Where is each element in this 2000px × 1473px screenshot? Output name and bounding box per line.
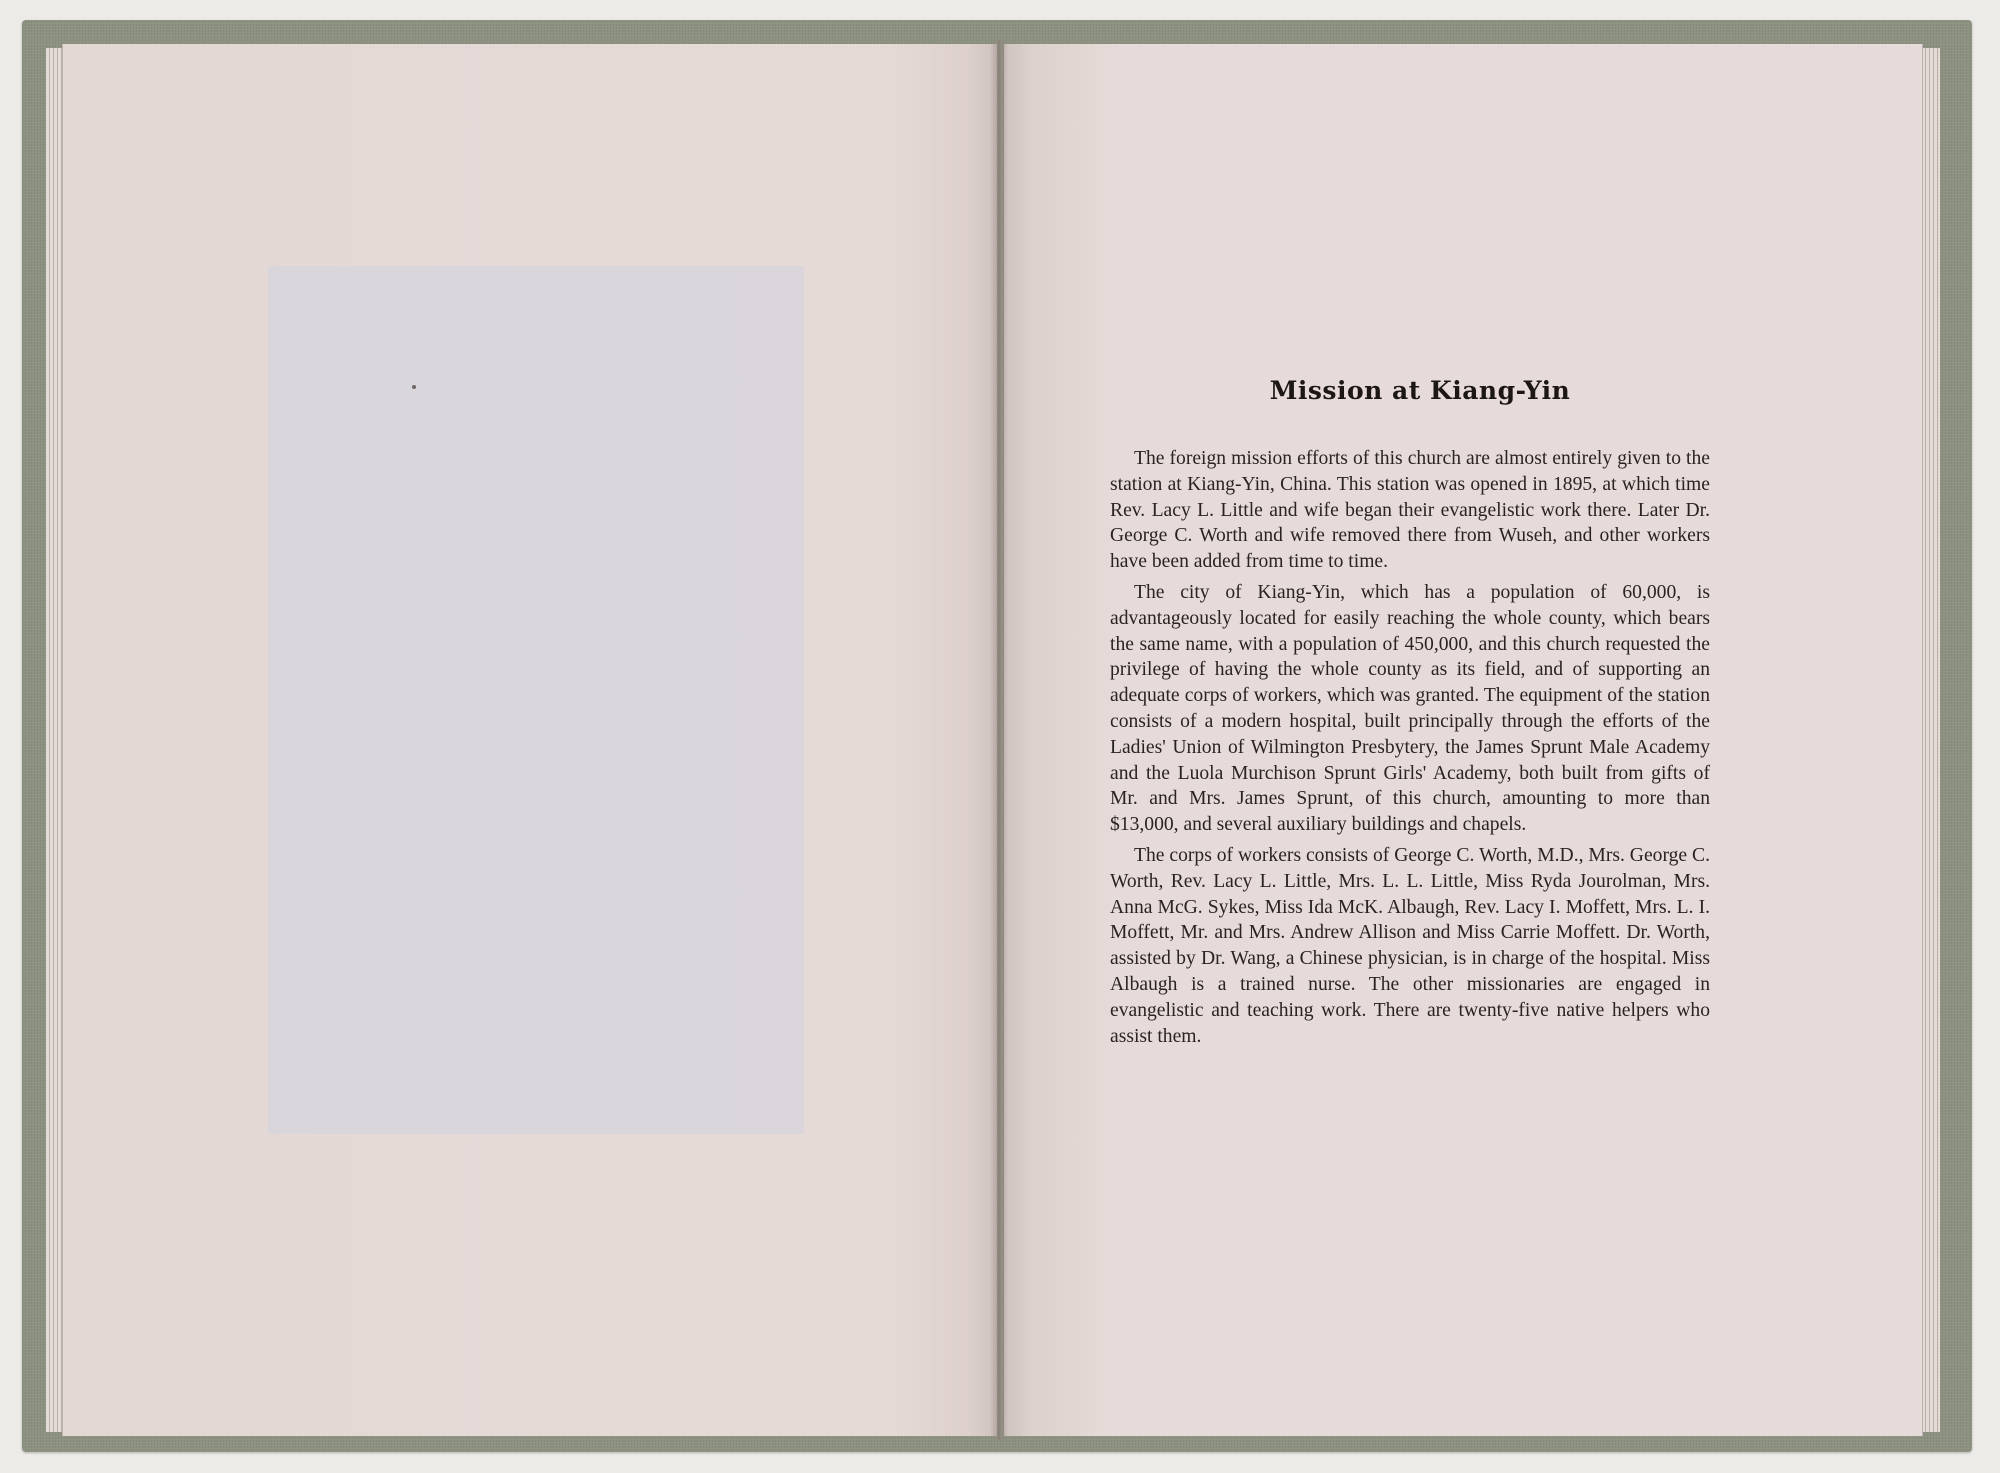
paper-speck	[412, 385, 416, 389]
paragraph: The corps of workers consists of George C. Worth, M.D., Mrs. George C. Worth, Rev. Lacy L. Little, Mrs. L. L. Little, Miss Ryda Jourolman, Mrs. Anna McG. Sykes, Miss Ida McK. Albaugh, Rev. Lacy I. Moffett, Mrs. L. I. Moffett, Mr. and Mrs. Andrew Allison and Miss Carrie Moffett. Dr. Worth, assisted by Dr. Wang, a Chinese physician, is in charge of the hospital. Miss Albaugh is a trained nurse. The other missionaries are engaged in evangelistic and teaching work. There are twenty-five native helpers who assist them.	[1110, 844, 1710, 1047]
paragraph: The city of Kiang-Yin, which has a population of 60,000, is advantageously located for easily reaching the whole county, which bears the same name, with a population of 450,000, and this church requested the privilege of having the whole county as its field, and of supporting an adequate corps of workers, which was granted. The equipment of the station consists of a modern hospital, built principally through the efforts of the Ladies' Union of Wilmington Presbytery, the James Sprunt Male Academy and the Luola Murchison Sprunt Girls' Academy, both built from gifts of Mr. and Mrs. James Sprunt, of this church, amounting to more than $13,000, and several auxiliary buildings and chapels.	[1110, 581, 1710, 836]
paragraph: The foreign mission efforts of this church are almost entirely given to the station at Kiang-Yin, China. This station was opened in 1895, at which time Rev. Lacy L. Little and wife began their evangelistic work there. Later Dr. George C. Worth and wife removed there from Wuseh, and other workers have been added from time to time.	[1110, 448, 1710, 573]
right-page-edges	[1922, 48, 1940, 1432]
show-through-image	[268, 266, 804, 1134]
book-gutter	[990, 40, 1008, 1440]
body-text	[1110, 446, 1710, 1054]
left-page-edges	[46, 48, 62, 1432]
page-title: Mission at Kiang-Yin	[1269, 376, 1571, 405]
